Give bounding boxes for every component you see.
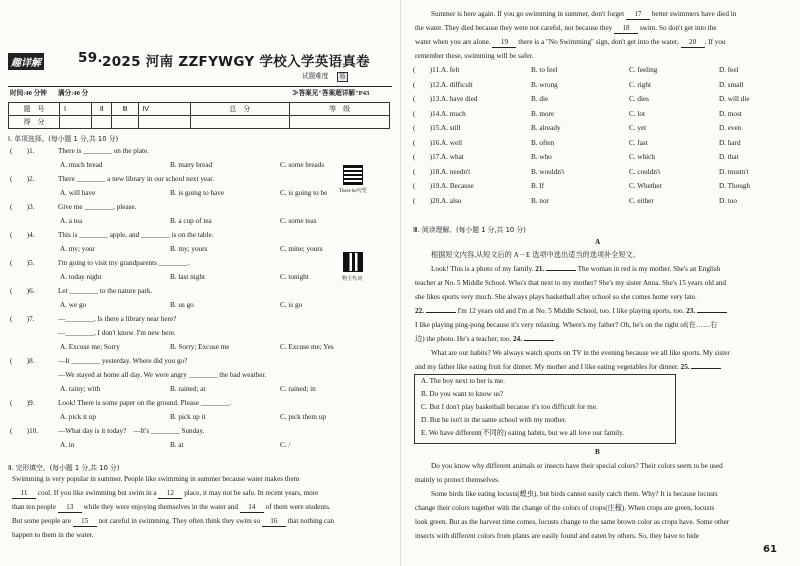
option-b: B. my; yours (170, 245, 208, 253)
choice-item: A. The boy next to her is me. (421, 377, 505, 385)
cloze-line (12, 531, 93, 540)
reading-text: What are our habits? We always watch sports on TV in the evening because we all like sports. My sister (431, 349, 730, 357)
option-a: A. we go (60, 301, 87, 309)
option-d: D. small (719, 80, 744, 89)
option-number: ( )15. (413, 124, 442, 132)
option-a: A. a tea (60, 217, 83, 225)
option-d: D. mustn't (719, 167, 749, 176)
cloze-text: the water. They died because they were not careful, not because they (415, 24, 613, 32)
option-c: C. tonight (280, 273, 309, 281)
option-number: ( )12. (413, 80, 442, 89)
option-c: C. rained; in (280, 385, 316, 393)
reading-instruction: 根据短文内容,从短文后的 A－E 选项中选出适当的选项补全短文。 (431, 251, 641, 259)
question-number: ( )10. (10, 427, 39, 435)
question-number: ( )8. (10, 357, 35, 365)
part-a-heading: A (595, 238, 601, 246)
option-c: C. fast (629, 138, 648, 147)
cloze-text: not careful in swimming. They often think they swim so (98, 517, 261, 525)
option-b: B. a cup of tea (170, 217, 212, 225)
title-rule (8, 86, 392, 87)
question-number: ( )6. (10, 287, 35, 295)
question-stem: —We stayed at home all day. We were angry ________ the bad weather. (58, 371, 267, 379)
score-input-cell[interactable] (60, 116, 92, 129)
question-number: ( )3. (10, 203, 35, 211)
reading-line: mainly to protect themselves. (415, 476, 500, 484)
score-cell: Ⅰ (60, 103, 92, 116)
brand-logo: 趣详解 (8, 53, 44, 70)
option-c: C. couldn't (629, 167, 661, 176)
reading-line (415, 279, 726, 288)
option-b: B. many bread (170, 161, 213, 169)
reading-text: she likes sports very much. She always plays basketball after school so she comes home very late. (415, 293, 697, 301)
cloze-blank[interactable]: 20 (681, 38, 705, 48)
cloze-text: while they were enjoying themselves in the water and (83, 503, 238, 511)
question-number: ( )5. (10, 259, 35, 267)
section3-title: Ⅲ. 阅读理解。(每小题 1 分,共 10 分) (413, 226, 526, 234)
option-a: A. felt (441, 66, 460, 74)
reading-text: I'm 12 years old and I'm at No. 5 Middle School, too. I like playing sports, too. (457, 307, 685, 315)
cloze-blank[interactable]: 14 (240, 503, 264, 513)
cloze-line (12, 503, 331, 513)
answer-blank[interactable] (697, 312, 727, 313)
cloze-text: than ten people (12, 503, 56, 511)
right-page (400, 0, 800, 566)
option-c: C. some breads (280, 161, 325, 169)
blank-number: 25. (680, 363, 690, 371)
option-a: A. well (441, 138, 463, 147)
score-cell: 题 号 (9, 103, 60, 116)
option-c: C. either (629, 196, 654, 205)
option-d: D. Though (719, 182, 751, 190)
choice-item: E. We have different(不同的) eating habits, but we all love our family. (421, 429, 625, 437)
cloze-line (12, 517, 334, 527)
option-a: A. have died (441, 95, 478, 103)
score-input-cell[interactable] (138, 116, 190, 129)
option-a: A. what (441, 153, 464, 161)
option-b: B. If (531, 182, 545, 190)
cloze-blank[interactable]: 17 (626, 10, 650, 20)
option-b: B. who (531, 153, 552, 161)
question-number: ( )1. (10, 147, 35, 155)
option-c: C. mine; yours (280, 245, 323, 253)
option-a: A. in (60, 441, 75, 449)
question-number: ( )2. (10, 175, 35, 183)
option-d: D. most (719, 109, 742, 118)
answer-reference: ≫答案见"答案超详解"P43 (292, 90, 370, 97)
option-number: ( )11. (413, 66, 441, 74)
reading-line (415, 335, 554, 344)
reading-text: I like playing ping-pong because it's very relaxing. Where's my father? Oh, he's on the right of(在……右 (415, 321, 718, 329)
cloze-text: . If you (704, 38, 726, 46)
question-stem: Give me ________, please. (58, 203, 137, 211)
cloze-line (12, 475, 299, 484)
cloze-blank[interactable]: 15 (73, 517, 97, 527)
choice-item: C. But I don't play basketball because it's too difficult for me. (421, 403, 598, 411)
option-d: D. even (719, 124, 742, 132)
reading-text: 边) the photo. He's a teacher, too. (415, 335, 512, 343)
option-c: C. yet (629, 124, 647, 132)
option-c: C. which (629, 153, 655, 161)
exam-score: 满分:40 分 (58, 90, 89, 97)
option-a: A. Excuse me; Sorry (60, 343, 120, 351)
cloze-text: happen to them in the water. (12, 531, 94, 539)
cloze-line (415, 38, 726, 48)
blank-number: 21. (535, 265, 545, 273)
option-b: B. us go (170, 301, 194, 309)
option-b: B. wrong (531, 80, 558, 89)
score-cell: 等 级 (290, 103, 390, 116)
page-title: 2025 河南 ZZFYWGY 学校入学英语真卷 (102, 54, 370, 70)
option-c: C. Whether (629, 182, 662, 190)
reading-text: and my father like eating fruit for dinner. My mother and I like eating vegetables for dinner. (415, 363, 679, 371)
option-number: ( )18. (413, 167, 442, 176)
option-number: ( )14. (413, 109, 442, 118)
reading-line (431, 349, 730, 358)
cloze-line (431, 10, 736, 20)
reading-text: The woman in red is my mother. She's an English (577, 265, 721, 273)
question-stem: Let ________ to the nature park. (58, 287, 153, 295)
option-b: B. is going to have (170, 189, 225, 197)
reading-text: Look! This is a photo of my family. (431, 265, 534, 273)
option-a: A. needn't (441, 167, 471, 176)
section2-title: Ⅱ. 完形填空。(每小题 1 分,共 10 分) (8, 464, 120, 472)
option-a: A. much (441, 109, 466, 118)
score-input-cell[interactable] (112, 116, 138, 129)
cloze-blank[interactable]: 16 (262, 517, 286, 527)
cloze-text: there is a "No Swimming" sign, don't get into the water, (518, 38, 679, 46)
option-d: D. feel (719, 66, 739, 74)
blank-number: 24. (513, 335, 522, 343)
cloze-line (415, 24, 717, 34)
option-c: C. dies (629, 95, 649, 103)
question-stem: There is ________ on the plate. (58, 147, 150, 155)
choice-item: D. But he isn't in the same school with my mother. (421, 416, 567, 424)
option-c: C. is go (280, 301, 303, 309)
option-b: B. more (531, 109, 555, 118)
option-a: A. still (441, 124, 461, 132)
answer-blank[interactable] (691, 368, 721, 369)
cloze-text: better swimmers have died in (651, 10, 737, 18)
option-c: C. is going to be (280, 189, 328, 197)
option-a: A. rainy; with (60, 385, 101, 393)
question-stem: —What day is it today? —It's ________ Sunday. (58, 427, 205, 435)
answer-blank[interactable] (426, 312, 456, 313)
option-b: B. rained; at (170, 385, 206, 393)
cloze-blank[interactable]: 11 (12, 489, 36, 499)
option-c: C. right (629, 80, 651, 89)
reading-line (415, 293, 697, 302)
question-number: ( )7. (10, 315, 35, 323)
option-b: B. already (531, 124, 561, 132)
blank-number: 23. (686, 307, 696, 315)
score-table-header-row (9, 103, 390, 116)
cloze-text: Summer is here again. If you go swimming in summer, don't forget (431, 10, 625, 18)
cloze-text: place, it may not be safe. In recent years, more (184, 489, 319, 497)
reading-line (415, 321, 717, 330)
reading-line: change their colors together with the change of the colors of crops(庄稼). When crops are green, locusts (415, 504, 715, 512)
question-number: ( )4. (10, 231, 35, 239)
part-b-heading: B (595, 448, 600, 456)
cloze-text: of them were students. (265, 503, 331, 511)
option-a: A. pick it up (60, 413, 96, 421)
option-c: C. Excuse me; Yes (280, 343, 334, 351)
option-a: A. today night (60, 273, 102, 281)
cloze-text: But some people are (12, 517, 71, 525)
reading-line: insects with different colors from plants are easily found and eaten by others. So, they have to hide (415, 532, 699, 540)
question-stem: This is ________ apple, and ________ is on the table. (58, 231, 214, 239)
answer-blank[interactable] (546, 270, 576, 271)
difficulty-label: 试题难度 (302, 73, 329, 80)
option-c: C. / (280, 441, 291, 449)
answer-blank[interactable] (524, 340, 554, 341)
cloze-text: water when you are alone. (415, 38, 491, 46)
option-d: D. will die (719, 95, 750, 103)
option-a: A. will have (60, 189, 96, 197)
cloze-text: Swimming is very popular in summer. People like swimming in summer because water makes them (12, 475, 300, 483)
score-cell: Ⅲ (112, 103, 138, 116)
option-b: B. wouldn't (531, 167, 565, 176)
score-cell: 总 分 (190, 103, 290, 116)
qr-caption: 物主代词 (342, 277, 363, 282)
score-cell: Ⅳ (138, 103, 190, 116)
cloze-line (415, 52, 533, 61)
option-a: A. difficult (441, 80, 473, 89)
option-c: C. lot (629, 109, 645, 118)
difficulty-badge: 易 (339, 73, 346, 80)
option-d: D. that (719, 153, 739, 161)
option-number: ( )19. (413, 182, 442, 190)
exam-number: 59. (78, 50, 103, 66)
cloze-text: remember these, swimming will be safer. (415, 52, 534, 60)
question-stem: I'm going to visit my grandparents ________. (58, 259, 190, 267)
question-stem: Look! There is some paper on the ground. Please ________. (58, 399, 232, 407)
cloze-blank[interactable]: 18 (614, 24, 638, 34)
cloze-text: that nothing can (287, 517, 334, 525)
option-b: B. pick up it (170, 413, 206, 421)
blank-number: 22. (415, 307, 424, 315)
option-a: A. my; your (60, 245, 95, 253)
qr-code-icon (343, 165, 363, 185)
reading-line: look green. But as the harvest time comes, locusts change to the same brown color as crops have. Some other (415, 518, 730, 526)
option-d: D. hard (719, 138, 741, 147)
cloze-text: cool. If you like swimming but swim in a (37, 489, 157, 497)
option-b: B. at (170, 441, 184, 449)
option-c: C. feeling (629, 66, 658, 74)
option-number: ( )20. (413, 196, 442, 205)
option-number: ( )13. (413, 95, 442, 103)
question-stem: —It ________ yesterday. Where did you go? (58, 357, 188, 365)
qr-caption: There be句型 (339, 189, 367, 194)
cloze-blank[interactable]: 19 (492, 38, 516, 48)
option-c: C. some teas (280, 217, 317, 225)
option-number: ( )17. (413, 153, 442, 161)
option-b: B. nor (531, 196, 549, 205)
option-b: B. die (531, 95, 549, 103)
option-c: C. pick them up (280, 413, 326, 421)
page-number: 61 (763, 544, 777, 555)
cloze-blank[interactable]: 13 (58, 503, 82, 513)
score-input-cell[interactable] (92, 116, 112, 129)
option-a: A. also (441, 196, 462, 205)
option-b: B. Sorry; Excuse me (170, 343, 230, 351)
score-input-cell[interactable] (190, 116, 290, 129)
question-stem: There ________ a new library in our school next year. (58, 175, 215, 183)
section1-title: Ⅰ. 单项选择。(每小题 1 分,共 10 分) (8, 135, 119, 143)
choice-item: B. Do you want to know us? (421, 390, 504, 398)
reading-line (415, 307, 727, 316)
score-input-cell[interactable] (290, 116, 390, 129)
question-stem: —________. Is there a library near here? (58, 315, 177, 323)
score-row-label: 得 分 (9, 116, 60, 129)
reading-text: teacher at No. 5 Middle School. Who's that next to my mother? She's my sister Anna. She's 15 years old and (415, 279, 726, 287)
option-number: ( )16. (413, 138, 442, 147)
score-cell: Ⅱ (92, 103, 112, 116)
option-b: B. often (531, 138, 555, 147)
reading-line (431, 265, 720, 274)
score-table-score-row (9, 116, 390, 129)
cloze-line (12, 489, 318, 499)
qr-code-icon (343, 252, 363, 272)
option-b: B. last night (170, 273, 205, 281)
option-a: A. Because (441, 182, 474, 190)
reading-line: Some birds like eating locusts(蝗虫), but birds cannot easily catch them. Why? It is because locusts (431, 490, 718, 498)
reading-line: Do you know why different animals or insects have their special colors? Their colors seem to be used (431, 462, 723, 470)
cloze-blank[interactable]: 12 (158, 489, 182, 499)
question-stem: —________, I don't know. I'm new here. (58, 329, 176, 337)
question-number: ( )9. (10, 399, 35, 407)
score-table (8, 102, 390, 129)
cloze-text: swim. So don't get into the (639, 24, 717, 32)
option-a: A. much bread (60, 161, 103, 169)
option-b: B. to feel (531, 66, 558, 74)
reading-line (415, 363, 721, 372)
option-d: D. too (719, 196, 737, 205)
exam-time: 时间:40 分钟 (10, 90, 47, 97)
